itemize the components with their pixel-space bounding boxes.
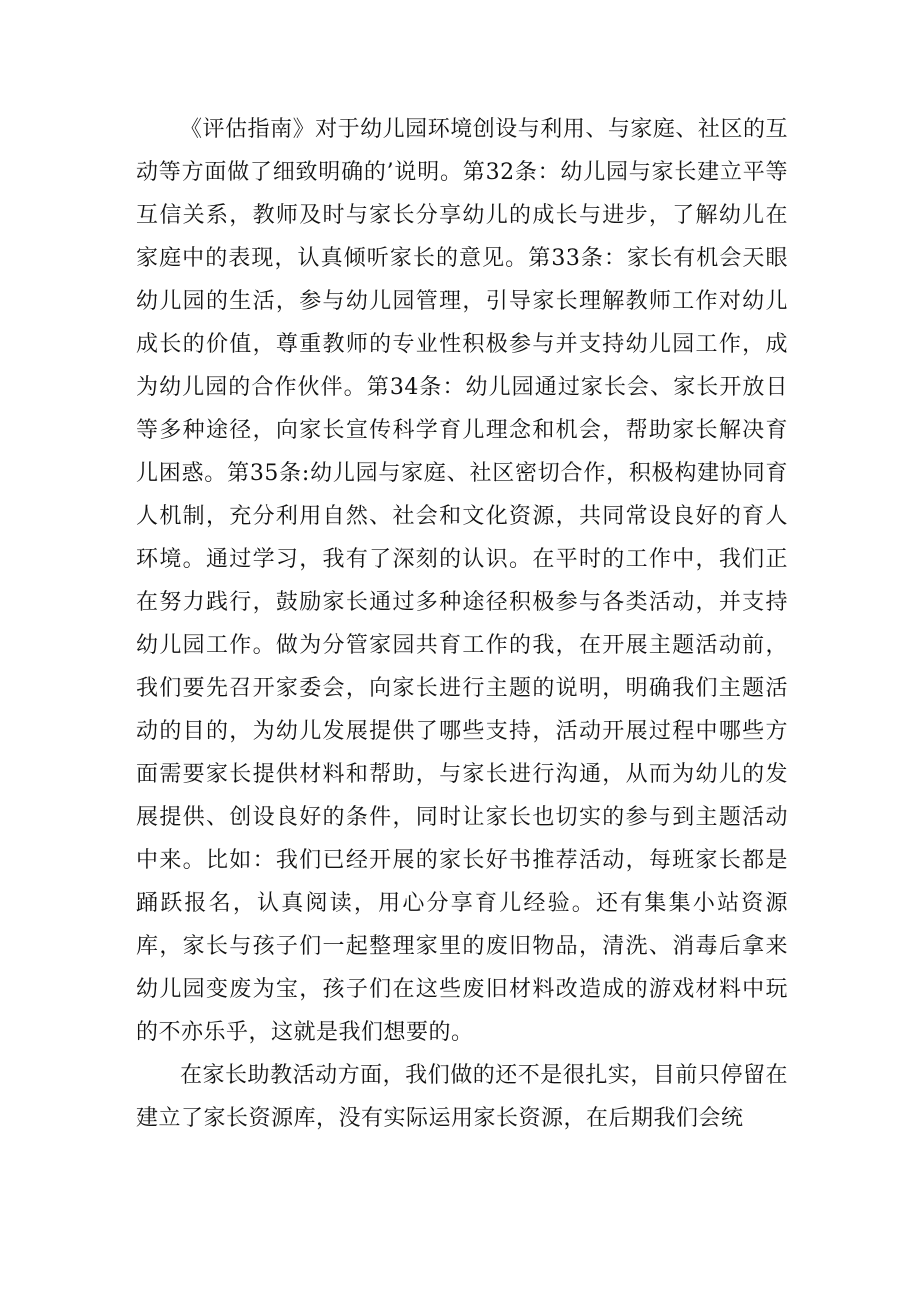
document-body — [136, 108, 788, 1140]
paragraph-2: 在家长助教活动方面，我们做的还不是很扎实，目前只停留在建立了家长资源库，没有实际运用家长资源，在后期我们会统 — [136, 1063, 788, 1131]
paragraph-1: 《评估指南》对于幼儿园环境创设与利用、与家庭、社区的互动等方面做了细致明确的’说明。第32条：幼儿园与家长建立平等互信关系，教师及时与家长分享幼儿的成长与进步，了解幼儿在家庭中的表现，认真倾听家长的意见。第33条：家长有机会天眼幼儿园的生活，参与幼儿园管理，引导家长理解教师工作对幼儿成长的价值，尊重教师的专业性积极参与并支持幼儿园工作，成为幼儿园的合作伙伴。第34条：幼儿园通过家长会、家长开放日等多种途径，向家长宣传科学育儿理念和机会，帮助家长解决育儿困惑。第35条:幼儿园与家庭、社区密切合作，积极构建协同育人机制，充分利用自然、社会和文化资源，共同常设良好的育人环境。通过学习，我有了深刻的认识。在平时的工作中，我们正在努力践行，鼓励家长通过多种途径积极参与各类活动，并支持幼儿园工作。做为分管家园共育工作的我，在开展主题活动前，我们要先召开家委会，向家长进行主题的说明，明确我们主题活动的目的，为幼儿发展提供了哪些支持，活动开展过程中哪些方面需要家长提供材料和帮助，与家长进行沟通，从而为幼儿的发展提供、创设良好的条件，同时让家长也切实的参与到主题活动中来。比如：我们已经开展的家长好书推荐活动，每班家长都是踊跃报名，认真阅读，用心分享育儿经验。还有集集小站资源库，家长与孩子们一起整理家里的废旧物品，清洗、消毒后拿来幼儿园变废为宝，孩子们在这些废旧材料改造成的游戏材料中玩的不亦乐乎，这就是我们想要的。 — [136, 117, 788, 1045]
